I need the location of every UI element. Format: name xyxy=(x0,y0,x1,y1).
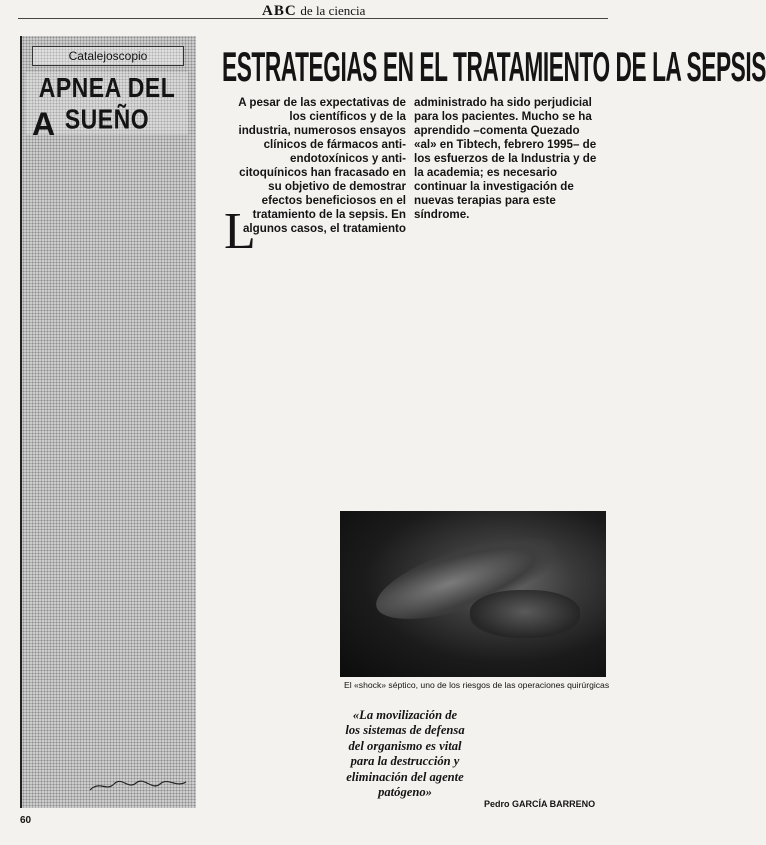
article-lead-left: A pesar de las expectativas de los científicos y de la industria, numerosos ensayos clínicos de fármacos anti-endotoxínicos y anti-citoquínicos han fracasado en su objetivo de demostrar efectos beneficiosos en el tratamiento de la sepsis. En algunos casos, el tratamiento xyxy=(238,96,406,235)
sidebar-signature xyxy=(88,778,188,794)
article-drop-cap: L xyxy=(224,203,256,260)
section-logo: ABC xyxy=(262,3,297,19)
article-headline: ESTRATEGIAS EN EL TRATAMIENTO DE LA SEPSIS xyxy=(222,44,766,91)
section-header xyxy=(262,3,365,20)
article-byline: Pedro GARCÍA BARRENO xyxy=(484,799,596,809)
section-name: de la ciencia xyxy=(300,3,366,18)
sidebar-panel xyxy=(20,36,196,808)
sidebar-drop-cap: A xyxy=(32,106,56,142)
article-lead-right: administrado ha sido perjudicial para los pacientes. Mucho se ha aprendido –comenta Quezado «al» en Tibtech, febrero 1995– de los esfuerzos de la Industria y de la academia; es necesario continuar la investigación de nuevas terapias para este síndrome. xyxy=(414,96,597,221)
sidebar-kicker: Catalejoscopio xyxy=(32,46,184,66)
sidebar-title: APNEA DEL SUEÑO xyxy=(26,72,188,134)
page-number: 60 xyxy=(20,815,32,826)
article-photo-glove xyxy=(470,590,580,638)
pull-quote: «La movilización de los sistemas de defensa del organismo es vital para la destrucción y eliminación del agente patógeno» xyxy=(345,708,465,800)
photo-caption: El «shock» séptico, uno de los riesgos de las operaciones quirúrgicas xyxy=(344,680,610,690)
headline-container xyxy=(222,44,766,92)
